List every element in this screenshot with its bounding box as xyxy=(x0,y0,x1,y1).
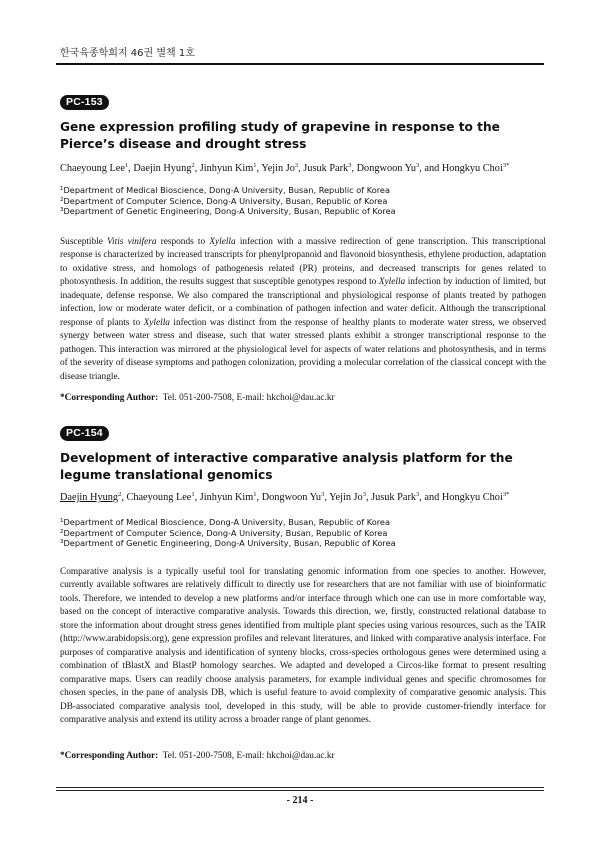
abstract-code-badge: PC-153 xyxy=(60,95,109,110)
author-name: Hongkyu Choi xyxy=(441,163,503,174)
author-separator: , xyxy=(365,492,372,503)
author-separator: , xyxy=(256,492,262,503)
author-affiliation-marker: 2 xyxy=(118,491,122,498)
author-name: Chaeyoung Lee xyxy=(126,492,192,503)
bottom-rule xyxy=(56,790,544,791)
author-affiliation-marker: 3 xyxy=(321,491,325,498)
corresponding-author xyxy=(60,393,335,403)
author-name: Jusuk Park xyxy=(303,163,349,174)
author-affiliation-marker: 1 xyxy=(124,162,129,169)
affiliation-text: Department of Genetic Engineering, Dong-A University, Busan, Republic of Korea xyxy=(63,538,396,548)
author-name: Daejin Hyung xyxy=(60,492,119,503)
abstract-title: Development of interactive comparative analysis platform for the legume translational genomics xyxy=(60,451,513,482)
author-separator: , xyxy=(128,163,134,174)
author-affiliation-marker: 1 xyxy=(253,162,257,169)
author-affiliation-marker: 1 xyxy=(253,491,257,498)
corresponding-author-label: *Corresponding Author: xyxy=(60,393,159,403)
corresponding-author-contact: Tel. 051-200-7508, E-mail: hkchoi@dau.ac.kr xyxy=(162,751,335,761)
author-name: Jusuk Park xyxy=(371,492,417,503)
author-affiliation-marker: 3 xyxy=(362,491,366,498)
abstract-code-badge: PC-154 xyxy=(60,426,109,441)
affiliation-line xyxy=(60,196,546,207)
author-affiliation-marker: 3* xyxy=(502,162,510,169)
author-separator: , xyxy=(324,492,330,503)
author-affiliation-marker: 3 xyxy=(416,491,420,498)
author-list xyxy=(60,492,546,503)
affiliation-line xyxy=(60,206,546,217)
author-name: Jinhyun Kim xyxy=(199,492,254,503)
author-separator: , and xyxy=(419,492,442,503)
author-separator: , xyxy=(121,492,127,503)
author-affiliation-marker: 3 xyxy=(416,162,420,169)
affiliation-line xyxy=(60,517,546,528)
author-name: Yejin Jo xyxy=(329,492,363,503)
affiliation-text: Department of Medical Bioscience, Dong-A University, Busan, Republic of Korea xyxy=(63,185,390,195)
author-separator: , xyxy=(194,492,200,503)
bottom-rule xyxy=(56,787,544,788)
affiliation-text: Department of Computer Science, Dong-A University, Busan, Republic of Korea xyxy=(63,527,388,538)
affiliation-marker: 1 xyxy=(60,186,64,192)
author-affiliation-marker: 1 xyxy=(191,491,195,498)
affiliation-marker: 3 xyxy=(60,539,64,545)
author-separator: , xyxy=(256,163,262,174)
author-name: Yejin Jo xyxy=(261,163,295,174)
author-name: Dongwoon Yu xyxy=(356,163,417,174)
author-separator: , xyxy=(351,163,357,174)
top-rule xyxy=(56,63,544,65)
author-name: Daejin Hyung xyxy=(133,163,192,174)
affiliation-marker: 2 xyxy=(60,196,64,203)
author-list xyxy=(60,163,546,174)
affiliation-text: Department of Genetic Engineering, Dong-A University, Busan, Republic of Korea xyxy=(63,206,396,216)
affiliation-text: Department of Medical Bioscience, Dong-A University, Busan, Republic of Korea xyxy=(63,517,390,527)
author-name: Jinhyun Kim xyxy=(199,163,254,174)
author-separator: , xyxy=(194,163,200,174)
abstract-body: Susceptible Vitis vinifera responds to Xylella infection with a massive redirection of gene transcription. This transcriptional response is characterized by increased transcripts for phenylpropanoid and flavonoid biosynthesis, ethylene production, adaptation to oxidative stress, and homologs of pathogenesis related (PR) proteins, and decreased transcripts for genes related to photosynthesis. In addition, the results suggest that susceptible genotypes respond to Xylella infection by induction of limited, but inadequate, defense response. We also compared the transcriptional and physiological response of plants treated by pathogen infection, low or moderate water deficit, or a combination of pathogen infection and water deficit. Although the transcriptional response of plants to Xylella infection was distinct from the response of healthy plants to moderate water stress, we observed synergy between water stress and disease, such that water stressed plants exhibit a stronger transcriptional response to the pathogen. This interaction was mirrored at the physiological level for aspects of water relations and photosynthesis, and in terms of the severity of disease symptoms and pathogen colonization, providing a molecular correlation of the classical concept with the disease triangle. xyxy=(60,237,546,382)
abstract-body: Comparative analysis is a typically useful tool for translating genomic information from one species to another. However, currently available softwares are relatively difficult to directly use for researchers that are not familiar with use of bioinformatic tools. Therefore, we intended to develop a new platforms and/or interface through which one can use in more comfortable way, based on the concept of interactive comparative analysis. Towards this direction, we, firstly, constructed relational database to store the information about drought stress genes identified from multiple plant species using various resources, such as the TAIR (http://www.arabidopsis.org), gene expression profiles and relevant literatures, and linked with comparative analysis interface. For purposes of comparative analysis and identification of synteny blocks, cross-species orthologous genes were determined using a combination of tBlastX and BlastP homology searches. We adapted and developed a Circos-like format to present resulting comparative maps. Users can readily choose analysis parameters, for example individual genes and specific chromosomes for chosen species, in the pane of analysis DB, which is useful feature to avoid complexity of comparative genomic analysis. This DB-associated comparative analysis tool, developed in this study, will be able to provide customer-friendly interface for comparative analysis and extend its utility across a broader range of plant genomes. xyxy=(60,567,546,725)
affiliation-list xyxy=(60,517,546,549)
running-head: 한국육종학회지 46권 별책 1호 xyxy=(60,48,195,59)
abstract-title: Gene expression profiling study of grapevine in response to the Pierce’s disease and drought stress xyxy=(60,120,500,151)
affiliation-marker: 3 xyxy=(60,207,64,213)
affiliation-marker: 1 xyxy=(60,518,64,524)
affiliation-list xyxy=(60,185,546,217)
author-name: Hongkyu Choi xyxy=(441,492,503,503)
affiliation-text: Department of Computer Science, Dong-A University, Busan, Republic of Korea xyxy=(63,195,388,206)
corresponding-author-contact: Tel. 051-200-7508, E-mail: hkchoi@dau.ac.kr xyxy=(162,393,335,403)
author-affiliation-marker: 3* xyxy=(502,491,510,498)
corresponding-author-label: *Corresponding Author: xyxy=(60,751,159,761)
author-separator: , xyxy=(298,163,304,174)
affiliation-marker: 2 xyxy=(60,528,64,535)
corresponding-author xyxy=(60,751,335,761)
affiliation-line xyxy=(60,528,546,539)
page-number: - 214 - xyxy=(286,795,314,806)
affiliation-line xyxy=(60,538,546,549)
author-affiliation-marker: 3 xyxy=(294,162,299,169)
author-name: Dongwoon Yu xyxy=(261,492,322,503)
author-affiliation-marker: 3 xyxy=(348,162,352,169)
author-name: Chaeyoung Lee xyxy=(60,163,125,174)
author-affiliation-marker: 2 xyxy=(191,162,195,169)
affiliation-line xyxy=(60,185,546,196)
author-separator: , and xyxy=(419,163,442,174)
